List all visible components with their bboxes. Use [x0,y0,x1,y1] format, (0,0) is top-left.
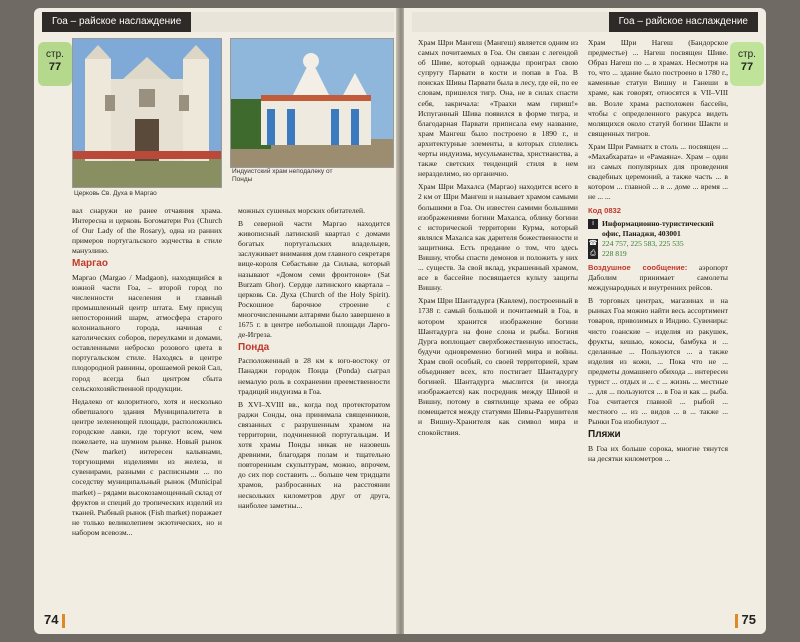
air-travel-paragraph [588,263,728,293]
right-running-head-text: Гоа – райское наслаждение [609,12,758,32]
left-page-ref-tab [38,42,72,86]
paragraph: В торговых центрах, магазинах и на рынках Гоа можно найти весь ассортимент товаров, привозимых в Индию. Сувениры: чисто гоанские – изделия из ракушек, фрукты, кешью, кокосы, бамбука и ... сделанные ... Пользуются ... а также изделия из кожи, ... Пока что не ... предметы домашнего обихода ... интересен турист ... отдых и ... с ... жизнь ... местные ... для ... пользуются ... в Гоа и как ... рыба. Гоа считается главной ... рыбой ... местного ... из ... видов ... в ... также ... Рынки Гоа изобилуют ... [588,296,728,427]
church-photo [72,38,222,188]
right-page [404,8,766,634]
air-travel-label: Воздушное сообщение: [588,262,688,272]
paragraph: Храм Шри Махалса (Маргао) находится всего в 2 км от Шри Мангеш и называет храмом самыми большими в Гоа. Он известен самими большими изображениями богини Махалса, облику богини с исторической территории Курма, который являлся Махалса как дарителя божественности и защитника. Есть предание о том, что здесь Вишну, чтобы спасти демонов и положить у них ... существ. За свой вклад, украшенный храмом, все в бассейне посвящается культу защиты Вишну. [418,182,578,293]
right-tab-label: стр. [738,49,756,60]
paragraph: Храм Шри Мангеш (Мангеш) является одним из самых почитаемых в Гоа. Он связан с легендой об Шиве, который однажды проиграл свою супругу Парвати в кости и попав в Гоа. В поисках Шивы Парвати была в лесу, где ей, по ее словам, пришелся тигр. Она, не в силах спасти себя, закричала: «Траахи мам гириш!» Испуганный Шива появился в форме тигра, и благодарная Парвати приписала ему название, храм Мангеш было построено в 1890 г., и архитектурные элементы, в которых сплелись черты индуизма, мусульманства, христианства, а также светских тенденций стиля в нем неразделимо, но органично. [418,38,578,179]
left-page-number: 74 [44,612,59,628]
right-page-ref-tab [730,42,764,86]
paragraph: Храм Шри Рамнатх в столь ... посвящен ... «Махабхарата» и «Рамаяна». Храм – один из самых популярных для проведения свадебных церемоний, а также часть ... в котором ... главной ... в ... доме ... время ... не ... ... [588,141,728,202]
left-column-1 [72,206,222,610]
paragraph: можных сушеных морских обитателей. [238,206,366,215]
folio-bar [735,614,738,628]
paragraph: Недалеко от колоритного, хотя и несколько обветшалого здания Муниципалитета в центре зеленеющей площади, расположились городские лавки, где торгуют всем, чем пожелаете, на шумном рынке. Новый рынок (New market) интересен кальянами, торгующими изделиями из железа, и сувенирами, разными с расписными ... по соседству муниципальный рынок (Municipal market) – рядами высокозамощенный склад от фруктов и специй до тропических изделий из тканей. Рыбный рынок (Fish market) поражает не только великолепием экзотических, но и набором всевозм... [72,396,222,537]
paragraph: Расположенный в 28 км к юго-востоку от Панаджи городок Понда (Ponda) сыграл немалую роль в сохранении преемственности традиций индуизма в Гоа. [238,356,390,396]
left-running-head [42,12,394,32]
section-heading-ponda: Понда [238,342,270,354]
info-icon: i [588,219,598,229]
folio-bar [62,614,65,628]
tourist-office-phones: 224 757, 225 583, 225 535 [602,238,684,248]
area-code: Код 0832 [588,205,621,215]
section-heading-margao: Маргао [72,258,108,270]
air-travel-text: аэропорт Даболим принимает самолеты международных и внутренних рейсов. [588,262,728,293]
tourist-office-name: Информационно-туристический офис, Панаджи, 403001 [602,218,714,238]
left-running-head-text: Гоа – райское наслаждение [42,12,191,32]
church-photo-caption: Церковь Св. Духа в Маргао [74,190,157,197]
tourist-office-fax: 228 819 [602,248,627,258]
paragraph: В XVI–XVIII вв., когда под протекторатом раджи Сонды, она принимала священников, связанных с разрушенным храмом на территории, подчиненной португальцам. И хотя храмы Понды никак не назовешь древними, благодаря полам и тщательно повторенным скульптурам, можно, впрочем, до сих пор составить ... больше чем тридцати храмов, разбросанных на расстоянии нескольких километров друг от друга, наиболее заметны... [238,399,390,510]
paragraph: Маргао (Margao / Madgaon), находящийся в южной части Гоа, – второй город по численности населения и главный промышленный центр штата. Ему присущ непосторонний шарм, атмосфера старого колониального города, начиная с католических соборов, переулками и домами, оставленными неброско розового цвета в португальском стиле. Находясь в центре плодородной равнины, орошаемой рекой Сал, город всегда был центром сбыта сельскохозяйственной продукции. [72,272,222,393]
paragraph: Храм Шри Шантадурга (Кавлем), построенный в 1738 г. самый большой и почитаемый в Гоа, в котором хранится изображение богини Шантадурга на фоне слона и рыбы. Богиня Дурга воплощает сверхбожественную ипостась, будучи одновременно богиней мира и войны. Храм свой особый, со своей территорией, храм объединяет всех, кто постигает Шантадургу богиней. Шантадурга мыслится (и иногда изображается) как посредник между Шивой и Вишну, потому в святилище храма ее образ помещается между статуями Шивы-Разрушителя и Вишну-Хранителя как символ мира и спокойствия. [418,296,578,437]
paragraph: вал снаружи не ранее отчаяния храма. Интересна и церковь Богоматери Роз (Church of Our Lady of the Rosary), одна из ранних примеров португальского зодчества в стиле мануэлино. [72,206,222,256]
section-heading-beaches: Пляжи [588,429,621,441]
right-tab-number: 77 [740,61,754,73]
left-column-2 [238,206,390,610]
tourist-office-info [588,219,728,259]
left-tab-label: стр. [46,49,64,60]
right-folio [731,612,756,628]
fax-icon: ⎙ [588,249,598,259]
left-folio [44,612,69,628]
temple-photo [230,38,394,168]
paragraph: В Гоа их больше сорока, многие тянутся на десятки километров ... [588,443,728,463]
right-column-2 [588,38,728,610]
right-page-number: 75 [741,612,756,628]
church-illustration [73,39,221,187]
phone-icon: ☎ [588,239,598,247]
right-running-head [412,12,758,32]
left-tab-number: 77 [48,61,62,73]
paragraph: Храм Шри Нагеш (Бандорское предместье) ... Нагеш посвящен Шиве. Образ Нагеш по ... в храмах. Несмотря на то, что ... здание было построено в 1780 г., каменные статуи Вишну и Ганеши в храме, как говорят, относятся к VII–VIII вв. Возле храма расположен бассейн, чтобы с определенного ракурса видеть молящихся около статуй богини Шакти и священных тигров. [588,38,728,138]
paragraph: В северной части Маргао находится живописный латинский квартал с домами богатых португальских владельцев, заслуживает внимания дом главного секретаря вице-короля Себастьяне да Сильва, который называют «Домом семи фронтонов» (Sat Burzam Ghor). Сердце латинского квартала – церковь Св. Духа (Church of the Holy Spirit). Роскошное барочное строение с многочисленными алтарями было завершено в 1675 г. в центре небольшой площади Ларго-де-Игреза. [238,219,390,340]
temple-photo-caption: Индуистский храм неподалеку от Понды [232,168,333,183]
temple-illustration [231,39,393,167]
right-column-1 [418,38,578,610]
left-page [34,8,398,634]
